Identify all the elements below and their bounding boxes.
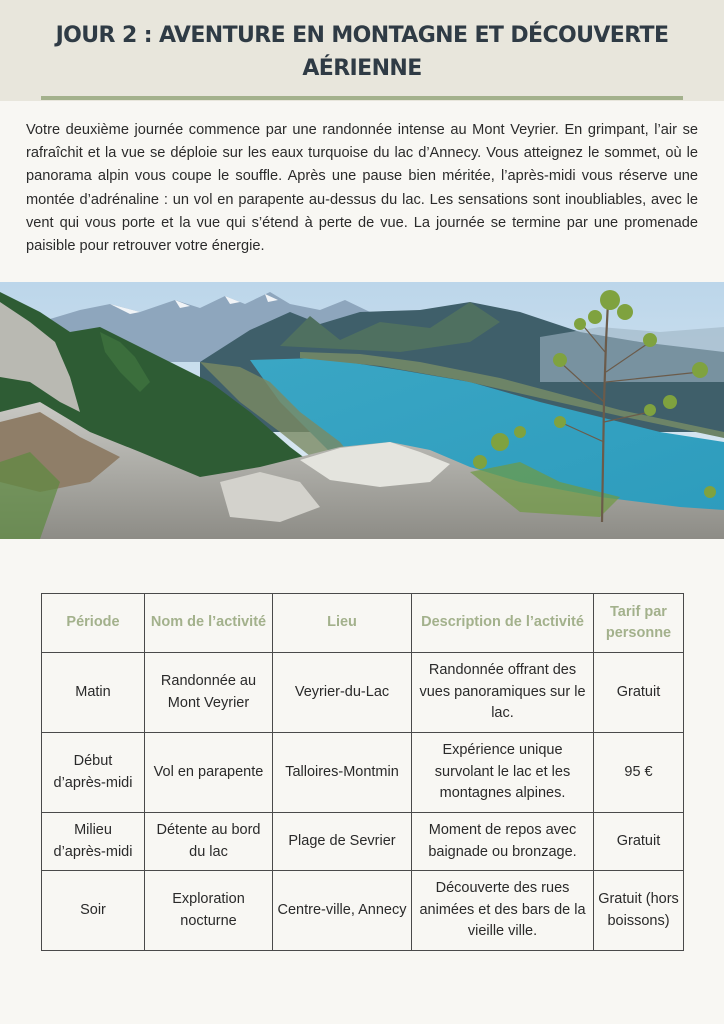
- column-header-periode: Période: [42, 594, 145, 653]
- table-row: [42, 653, 684, 733]
- cell-tarif: Gratuit: [594, 813, 684, 871]
- column-header-tarif: Tarif par personne: [594, 594, 684, 653]
- page-title: JOUR 2 : AVENTURE EN MONTAGNE ET DÉCOUVERTE AÉRIENNE: [55, 23, 669, 81]
- cell-periode: Matin: [42, 653, 145, 733]
- cell-lieu: Plage de Sevrier: [273, 813, 412, 871]
- cell-tarif: Gratuit: [594, 653, 684, 733]
- landscape-illustration: [0, 282, 724, 539]
- cell-lieu: Veyrier-du-Lac: [273, 653, 412, 733]
- column-header-description: Description de l’activité: [412, 594, 594, 653]
- column-header-nom-activite: Nom de l’activité: [145, 594, 273, 653]
- cell-description: Randonnée offrant des vues panoramiques sur le lac.: [412, 653, 594, 733]
- cell-nom-activite: Détente au bord du lac: [145, 813, 273, 871]
- cell-description: Moment de repos avec baignade ou bronzage.: [412, 813, 594, 871]
- cell-nom-activite: Exploration nocturne: [145, 871, 273, 951]
- column-header-lieu: Lieu: [273, 594, 412, 653]
- cell-nom-activite: Vol en parapente: [145, 733, 273, 813]
- cell-lieu: Talloires-Montmin: [273, 733, 412, 813]
- table-row: [42, 871, 684, 951]
- intro-paragraph: Votre deuxième journée commence par une randonnée intense au Mont Veyrier. En grimpant, l’air se rafraîchit et la vue se déploie sur les eaux turquoise du lac d’Annecy. Vous atteignez le sommet, où le panorama alpin vous coupe le souffle. Après une pause bien méritée, l’après-midi vous réserve une montée d’adrénaline : un vol en parapente au-dessus du lac. Les sensations sont inoubliables, avec le vent qui vous porte et la vue qui s’étend à perte de vue. La journée se termine par une promenade paisible pour retrouver votre énergie.: [26, 122, 698, 255]
- cell-lieu: Centre-ville, Annecy: [273, 871, 412, 951]
- table-header-row: [42, 594, 684, 653]
- table-row: [42, 733, 684, 813]
- cell-description: Découverte des rues animées et des bars de la vieille ville.: [412, 871, 594, 951]
- activity-schedule-table: [41, 593, 684, 951]
- cell-nom-activite: Randonnée au Mont Veyrier: [145, 653, 273, 733]
- cell-periode: Soir: [42, 871, 145, 951]
- lake-annecy-photo: [0, 282, 724, 539]
- cell-description: Expérience unique survolant le lac et les montagnes alpines.: [412, 733, 594, 813]
- title-underline: [41, 96, 683, 100]
- cell-tarif: 95 €: [594, 733, 684, 813]
- table-row: [42, 813, 684, 871]
- cell-tarif: Gratuit (hors boissons): [594, 871, 684, 951]
- cell-periode: Milieu d’après-midi: [42, 813, 145, 871]
- page-header: [0, 0, 724, 101]
- cell-periode: Début d’après-midi: [42, 733, 145, 813]
